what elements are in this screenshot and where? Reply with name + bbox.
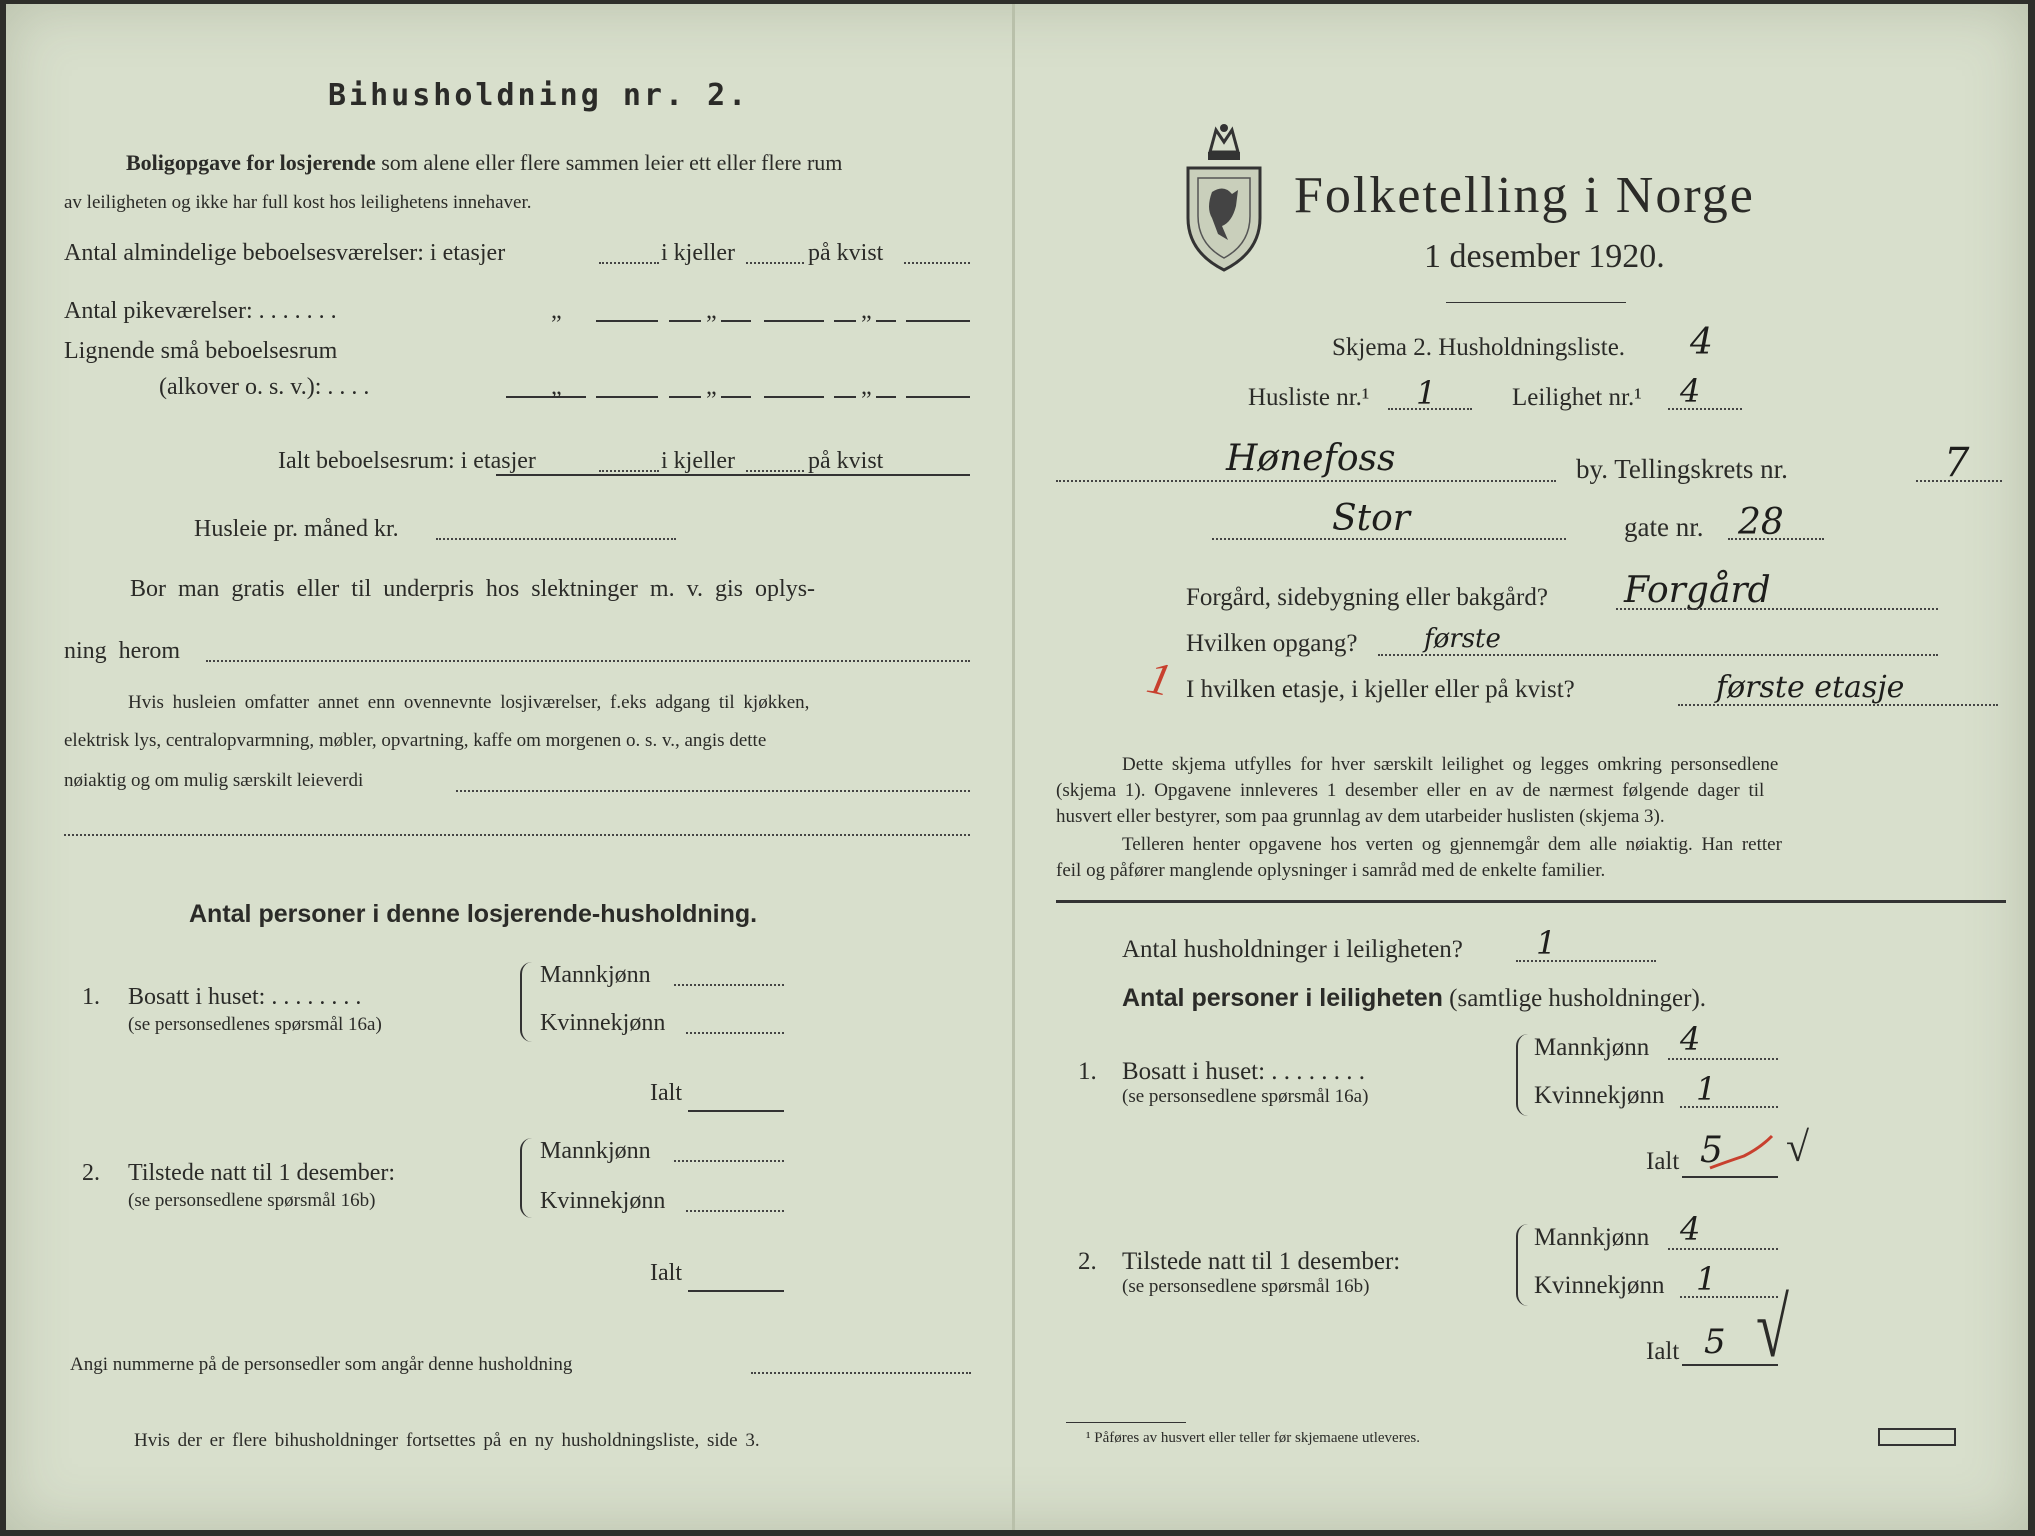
hvis-line-3: nøiaktig og om mulig særskilt leieverdi: [64, 770, 364, 791]
forgard-field[interactable]: [1616, 608, 1938, 610]
info-line-2: (skjema 1). Opgavene innleveres 1 desember eller en av de nærmest følgende dager til: [1056, 780, 1765, 801]
coat-of-arms-icon: [1182, 122, 1266, 274]
q2-mann-label: Mannkjønn: [540, 1138, 651, 1164]
city-value[interactable]: Hønefoss: [1226, 438, 1396, 479]
title-rule: [1446, 302, 1626, 303]
street-value[interactable]: Stor: [1332, 498, 1411, 539]
antal-leilighet-heading-bold: Antal personer i leiligheten: [1122, 984, 1443, 1012]
ialt-kvist-label: på kvist: [808, 448, 884, 474]
skjema-value[interactable]: 4: [1690, 322, 1713, 363]
q2-label: Tilstede natt til 1 desember:: [128, 1160, 396, 1186]
antal-hus-value[interactable]: 1: [1536, 924, 1557, 962]
q2-brace: [520, 1138, 532, 1218]
q2-sub: (se personsedlene spørsmål 16b): [128, 1190, 376, 1211]
lignende-field-1[interactable]: [596, 396, 658, 398]
q2-kvinne-field[interactable]: [686, 1210, 784, 1212]
opgang-value[interactable]: første: [1424, 624, 1501, 654]
krets-field[interactable]: [1916, 480, 2002, 482]
hvis-line-1: Hvis husleien omfatter annet enn ovennevnte losjiværelser, f.eks adgang til kjøkken,: [128, 692, 810, 713]
lignende-field-5[interactable]: [834, 396, 856, 398]
bor-line-2: ning herom: [64, 638, 180, 664]
red-correction-stroke: [1706, 1132, 1776, 1178]
r-q2-ialt-label: Ialt: [1646, 1338, 1680, 1365]
etasje-label: I hvilken etasje, i kjeller eller på kvist?: [1186, 676, 1575, 703]
q1-kvinne-label: Kvinnekjønn: [540, 1010, 666, 1036]
q1-mann-field[interactable]: [674, 984, 784, 986]
angi-field[interactable]: [751, 1372, 971, 1374]
husleie-field[interactable]: [436, 538, 676, 540]
ialt-rooms-label: Ialt beboelsesrum: i etasjer: [278, 448, 536, 474]
r-q2-ialt-value[interactable]: 5: [1704, 1322, 1726, 1362]
q1-mann-label: Mannkjønn: [540, 962, 651, 988]
pike-field-7[interactable]: [906, 320, 970, 322]
ialt-rule: [496, 474, 970, 476]
r-q2-sub: (se personsedlene spørsmål 16b): [1122, 1276, 1370, 1297]
info-line-4: Telleren henter opgavene hos verten og gjennemgår dem alle nøiaktig. Han retter: [1122, 834, 1782, 855]
q2-mann-field[interactable]: [674, 1160, 784, 1162]
census-form-sheet: [6, 4, 2028, 1530]
street-field[interactable]: [1212, 538, 1566, 540]
pike-ditto-3: „: [861, 298, 872, 324]
rooms-kvist-label: på kvist: [808, 240, 884, 266]
forgard-label: Forgård, sidebygning eller bakgård?: [1186, 584, 1548, 611]
pike-field-5[interactable]: [834, 320, 856, 322]
q2-ialt-field[interactable]: [688, 1290, 784, 1292]
ialt-kjeller-label: i kjeller: [661, 448, 735, 474]
lignende-ditto-3: „: [861, 374, 872, 400]
q2-kvinne-label: Kvinnekjønn: [540, 1188, 666, 1214]
lignende-field-3[interactable]: [721, 396, 751, 398]
r-q1-mann-label: Mannkjønn: [1534, 1034, 1650, 1061]
info-line-5: feil og påfører manglende oplysninger i samråd med de enkelte familier.: [1056, 860, 1606, 881]
lignende-field-2[interactable]: [669, 396, 701, 398]
lignende-field-6[interactable]: [876, 396, 896, 398]
info-line-3: husvert eller bestyrer, som paa grunnlag av dem utarbeider huslisten (skjema 3).: [1056, 806, 1665, 827]
rooms-kjeller-label: i kjeller: [661, 240, 735, 266]
pike-field-1[interactable]: [596, 320, 658, 322]
q1-kvinne-field[interactable]: [686, 1032, 784, 1034]
left-page-title: Bihusholdning nr. 2.: [328, 78, 750, 113]
leilighet-label: Leilighet nr.¹: [1512, 384, 1642, 411]
r-q1-kvinne-value[interactable]: 1: [1696, 1070, 1717, 1108]
lignende-field-4[interactable]: [764, 396, 824, 398]
pike-ditto-1: „: [551, 298, 562, 324]
hvis-line-2: elektrisk lys, centralopvarmning, møbler, opvartning, kaffe om morgenen o. s. v., angis dette: [64, 730, 767, 751]
opgang-label: Hvilken opgang?: [1186, 630, 1358, 657]
gate-label: gate nr.: [1624, 512, 1704, 542]
q1-ialt-label: Ialt: [650, 1080, 682, 1106]
pike-field-6[interactable]: [876, 320, 896, 322]
q1-number: 1.: [82, 984, 100, 1010]
gate-value[interactable]: 28: [1738, 502, 1784, 543]
r-q1-kvinne-label: Kvinnekjønn: [1534, 1082, 1665, 1109]
ialt-kjeller-field[interactable]: [746, 470, 804, 472]
husleie-label: Husleie pr. måned kr.: [194, 516, 399, 542]
r-q1-kvinne-field[interactable]: [1680, 1106, 1778, 1108]
intro-line-1: [126, 150, 842, 176]
husliste-label: Husliste nr.¹: [1248, 384, 1370, 411]
q2-ialt-label: Ialt: [650, 1260, 682, 1286]
husliste-value[interactable]: 1: [1416, 374, 1437, 412]
info-line-1: Dette skjema utfylles for hver særskilt leilighet og legges omkring personsedlene: [1122, 754, 1779, 775]
leilighet-value[interactable]: 4: [1680, 372, 1701, 410]
q1-label: Bosatt i huset: . . . . . . . .: [128, 984, 362, 1010]
antal-personer-heading: Antal personer i denne losjerende-husholdning.: [189, 900, 758, 928]
r-q2-mann-label: Mannkjønn: [1534, 1224, 1650, 1251]
margin-mark: 1: [1142, 651, 1177, 706]
husliste-field[interactable]: [1388, 408, 1472, 410]
rooms-etasjer-field[interactable]: [599, 262, 659, 264]
lignende-ditto-2: „: [706, 374, 717, 400]
pike-field-4[interactable]: [764, 320, 824, 322]
r-q2-mann-field[interactable]: [1668, 1248, 1778, 1250]
r-q1-number: 1.: [1078, 1058, 1097, 1085]
q1-ialt-field[interactable]: [688, 1110, 784, 1112]
r-q2-mann-value[interactable]: 4: [1680, 1210, 1701, 1248]
r-q1-sub: (se personsedlene spørsmål 16a): [1122, 1086, 1369, 1107]
pike-field-3[interactable]: [721, 320, 751, 322]
lignende-label-1: Lignende små beboelsesrum: [64, 338, 338, 364]
leieverdi-field[interactable]: [456, 790, 970, 792]
skjema-label: Skjema 2. Husholdningsliste.: [1332, 334, 1626, 361]
by-krets-label: by. Tellingskrets nr.: [1576, 454, 1788, 484]
opgang-field[interactable]: [1378, 654, 1938, 656]
bor-field[interactable]: [206, 660, 970, 662]
angi-label: Angi nummerne på de personsedler som angår denne husholdning: [70, 1354, 573, 1375]
leilighet-field[interactable]: [1668, 408, 1742, 410]
bor-line-1: Bor man gratis eller til underpris hos slektninger m. v. gis oplys-: [130, 576, 816, 602]
krets-value[interactable]: 7: [1944, 440, 1970, 486]
rooms-kvist-field[interactable]: [904, 262, 970, 264]
census-date: 1 desember 1920.: [1424, 238, 1665, 275]
lignende-label-2: (alkover o. s. v.): . . . .: [159, 374, 370, 400]
footnote-rule: [1066, 1422, 1186, 1423]
etasje-value[interactable]: første etasje: [1716, 670, 1905, 705]
etasje-field[interactable]: [1678, 704, 1998, 706]
r-q2-brace: [1516, 1224, 1528, 1306]
ialt-etasjer-field[interactable]: [599, 470, 659, 472]
intro-bold: Boligopgave for losjerende: [126, 150, 376, 175]
forgard-value[interactable]: Forgård: [1624, 570, 1771, 611]
right-page-folketelling: [1016, 4, 2028, 1530]
city-field[interactable]: [1056, 480, 1556, 482]
lignende-field-7[interactable]: [906, 396, 970, 398]
r-q1-check-icon: √: [1786, 1125, 1810, 1171]
lignende-field-0[interactable]: [506, 396, 586, 398]
r-q2-number: 2.: [1078, 1248, 1097, 1275]
r-q1-brace: [1516, 1034, 1528, 1116]
intro-line-2: av leiligheten og ikke har full kost hos leilighetens innehaver.: [64, 192, 532, 213]
q1-brace: [520, 962, 532, 1042]
r-q1-label: Bosatt i huset: . . . . . . . .: [1122, 1058, 1366, 1085]
r-q2-label: Tilstede natt til 1 desember:: [1122, 1248, 1401, 1275]
rooms-label: Antal almindelige beboelsesværelser: i etasjer: [64, 240, 506, 266]
r-q1-mann-field[interactable]: [1668, 1058, 1778, 1060]
q2-number: 2.: [82, 1160, 100, 1186]
antal-leilighet-heading: [1122, 984, 1706, 1013]
r-q2-kvinne-value[interactable]: 1: [1696, 1260, 1717, 1298]
intro-rest: som alene eller flere sammen leier ett eller flere rum: [381, 150, 843, 175]
left-page-bihusholdning: [6, 4, 1015, 1530]
printer-stamp-icon: [1878, 1428, 1956, 1446]
antal-leilighet-heading-rest: (samtlige husholdninger).: [1449, 985, 1707, 1012]
main-title: Folketelling i Norge: [1294, 167, 1755, 224]
pike-ditto-2: „: [706, 298, 717, 324]
r-q2-kvinne-label: Kvinnekjønn: [1534, 1272, 1665, 1299]
leieverdi-field-2[interactable]: [64, 834, 970, 836]
r-q1-mann-value[interactable]: 4: [1680, 1020, 1701, 1058]
r-q1-ialt-value[interactable]: 5: [1700, 1130, 1723, 1171]
info-rule: [1056, 900, 2006, 903]
left-footer: Hvis der er flere bihusholdninger fortsettes på en ny husholdningsliste, side 3.: [134, 1430, 760, 1451]
footnote: ¹ Påføres av husvert eller teller før skjemaene utleveres.: [1086, 1430, 1420, 1446]
pike-field-2[interactable]: [669, 320, 701, 322]
antal-hus-label: Antal husholdninger i leiligheten?: [1122, 936, 1463, 963]
rooms-kjeller-field[interactable]: [746, 262, 804, 264]
gate-field[interactable]: [1728, 538, 1824, 540]
antal-hus-field[interactable]: [1516, 960, 1656, 962]
q1-sub: (se personsedlenes spørsmål 16a): [128, 1014, 382, 1035]
r-q2-check-icon: √: [1756, 1281, 1789, 1374]
pike-label: Antal pikeværelser: . . . . . . .: [64, 298, 337, 324]
r-q1-ialt-label: Ialt: [1646, 1148, 1680, 1175]
lignende-ditto-1: „: [551, 374, 562, 400]
